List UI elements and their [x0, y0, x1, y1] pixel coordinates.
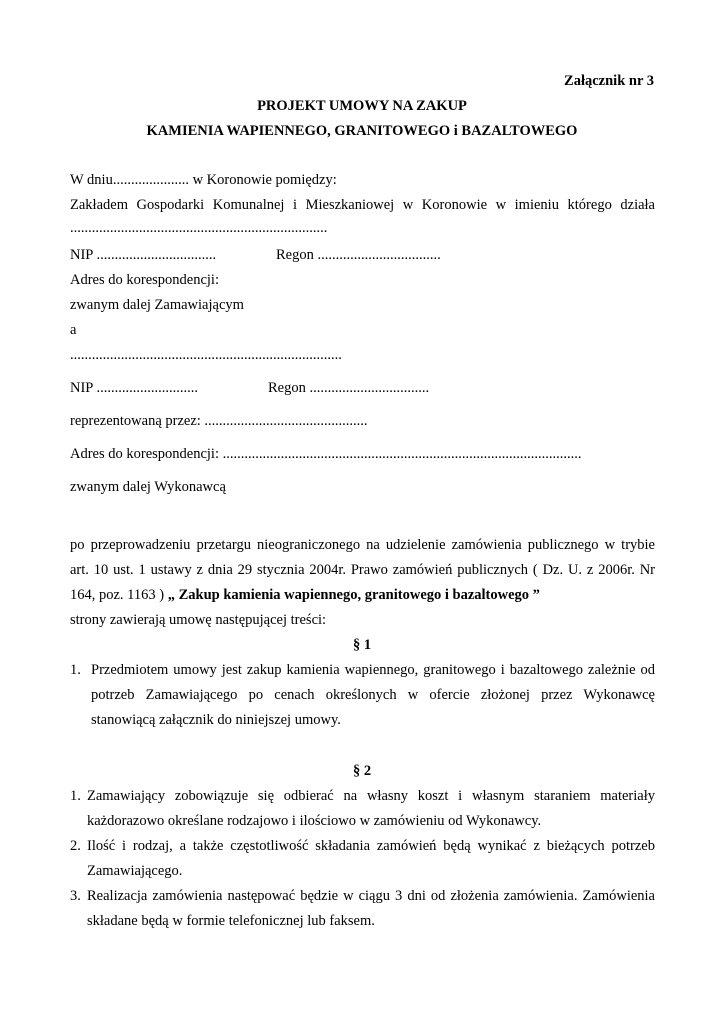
- document-title-line-2: KAMIENIA WAPIENNEGO, GRANITOWEGO i BAZALTOWEGO: [146, 123, 578, 139]
- intro-line-1: po przeprowadzeniu przetargu nieograniczonego na udzielenie zamówienia publicznego w trybie: [70, 537, 655, 553]
- annex-label: Załącznik nr 3: [564, 73, 654, 89]
- section-2-item-3-line-2: składane będą w formie telefonicznej lub faksem.: [87, 913, 375, 929]
- party2-called: zwanym dalej Wykonawcą: [70, 479, 226, 495]
- date-line: W dniu..................... w Koronowie pomiędzy:: [70, 172, 337, 188]
- and-label: a: [70, 322, 77, 338]
- party2-regon: Regon .................................: [268, 380, 430, 396]
- section-2-item-3-line-1: Realizacja zamówienia następować będzie w ciągu 3 dni od złożenia zamówienia. Zamówienia: [87, 888, 655, 904]
- party1-line: Zakładem Gospodarki Komunalnej i Mieszkaniowej w Koronowie w imieniu którego działa: [70, 197, 655, 213]
- party1-dots: .......................................................................: [70, 220, 328, 236]
- party2-address: Adres do korespondencji: ...................................................................................................: [70, 446, 582, 462]
- section-2-item-1-number: 1.: [70, 788, 81, 804]
- section-2-item-2-number: 2.: [70, 838, 81, 854]
- section-1-item-1-line-1: Przedmiotem umowy jest zakup kamienia wapiennego, granitowego i bazaltowego zależnie od: [91, 662, 655, 678]
- section-2-item-1-line-1: Zamawiający zobowiązuje się odbierać na własny koszt i własnym staraniem materiały: [87, 788, 655, 804]
- party2-dots: ...........................................................................: [70, 347, 342, 363]
- party1-called: zwanym dalej Zamawiającym: [70, 297, 244, 313]
- section-1-item-1-number: 1.: [70, 662, 81, 678]
- section-1-item-1-line-2: potrzeb Zamawiającego po cenach określonych w ofercie złożonej przez Wykonawcę: [91, 687, 655, 703]
- section-1-item-1-line-3: stanowiącą załącznik do niniejszej umowy.: [91, 712, 341, 728]
- section-2-heading: § 2: [352, 763, 372, 779]
- party2-nip: NIP ............................: [70, 380, 198, 396]
- section-2-item-1-line-2: każdorazowo określane rodzajowo i ilościowo w zamówieniu od Wykonawcy.: [87, 813, 542, 829]
- section-2-item-3-number: 3.: [70, 888, 81, 904]
- intro-line-3-plain: 164, poz. 1163 ): [70, 587, 168, 603]
- party2-represented: reprezentowaną przez: .............................................: [70, 413, 368, 429]
- party1-address: Adres do korespondencji:: [70, 272, 219, 288]
- intro-line-2: art. 10 ust. 1 ustawy z dnia 29 stycznia 2004r. Prawo zamówień publicznych ( Dz. U. z 2006r. Nr: [70, 562, 655, 578]
- party1-nip: NIP .................................: [70, 247, 217, 263]
- party1-regon: Regon ..................................: [276, 247, 441, 263]
- section-1-heading: § 1: [352, 637, 372, 653]
- document-title-line-1: PROJEKT UMOWY NA ZAKUP: [257, 98, 467, 114]
- intro-line-3: [70, 586, 540, 604]
- intro-line-4: strony zawierają umowę następującej treści:: [70, 612, 327, 628]
- section-2-item-2-line-2: Zamawiającego.: [87, 863, 183, 879]
- section-2-item-2-line-1: Ilość i rodzaj, a także częstotliwość składania zamówień będą wynikać z bieżących potrzeb: [87, 838, 655, 854]
- contract-subject: „ Zakup kamienia wapiennego, granitowego i bazaltowego ”: [167, 587, 540, 603]
